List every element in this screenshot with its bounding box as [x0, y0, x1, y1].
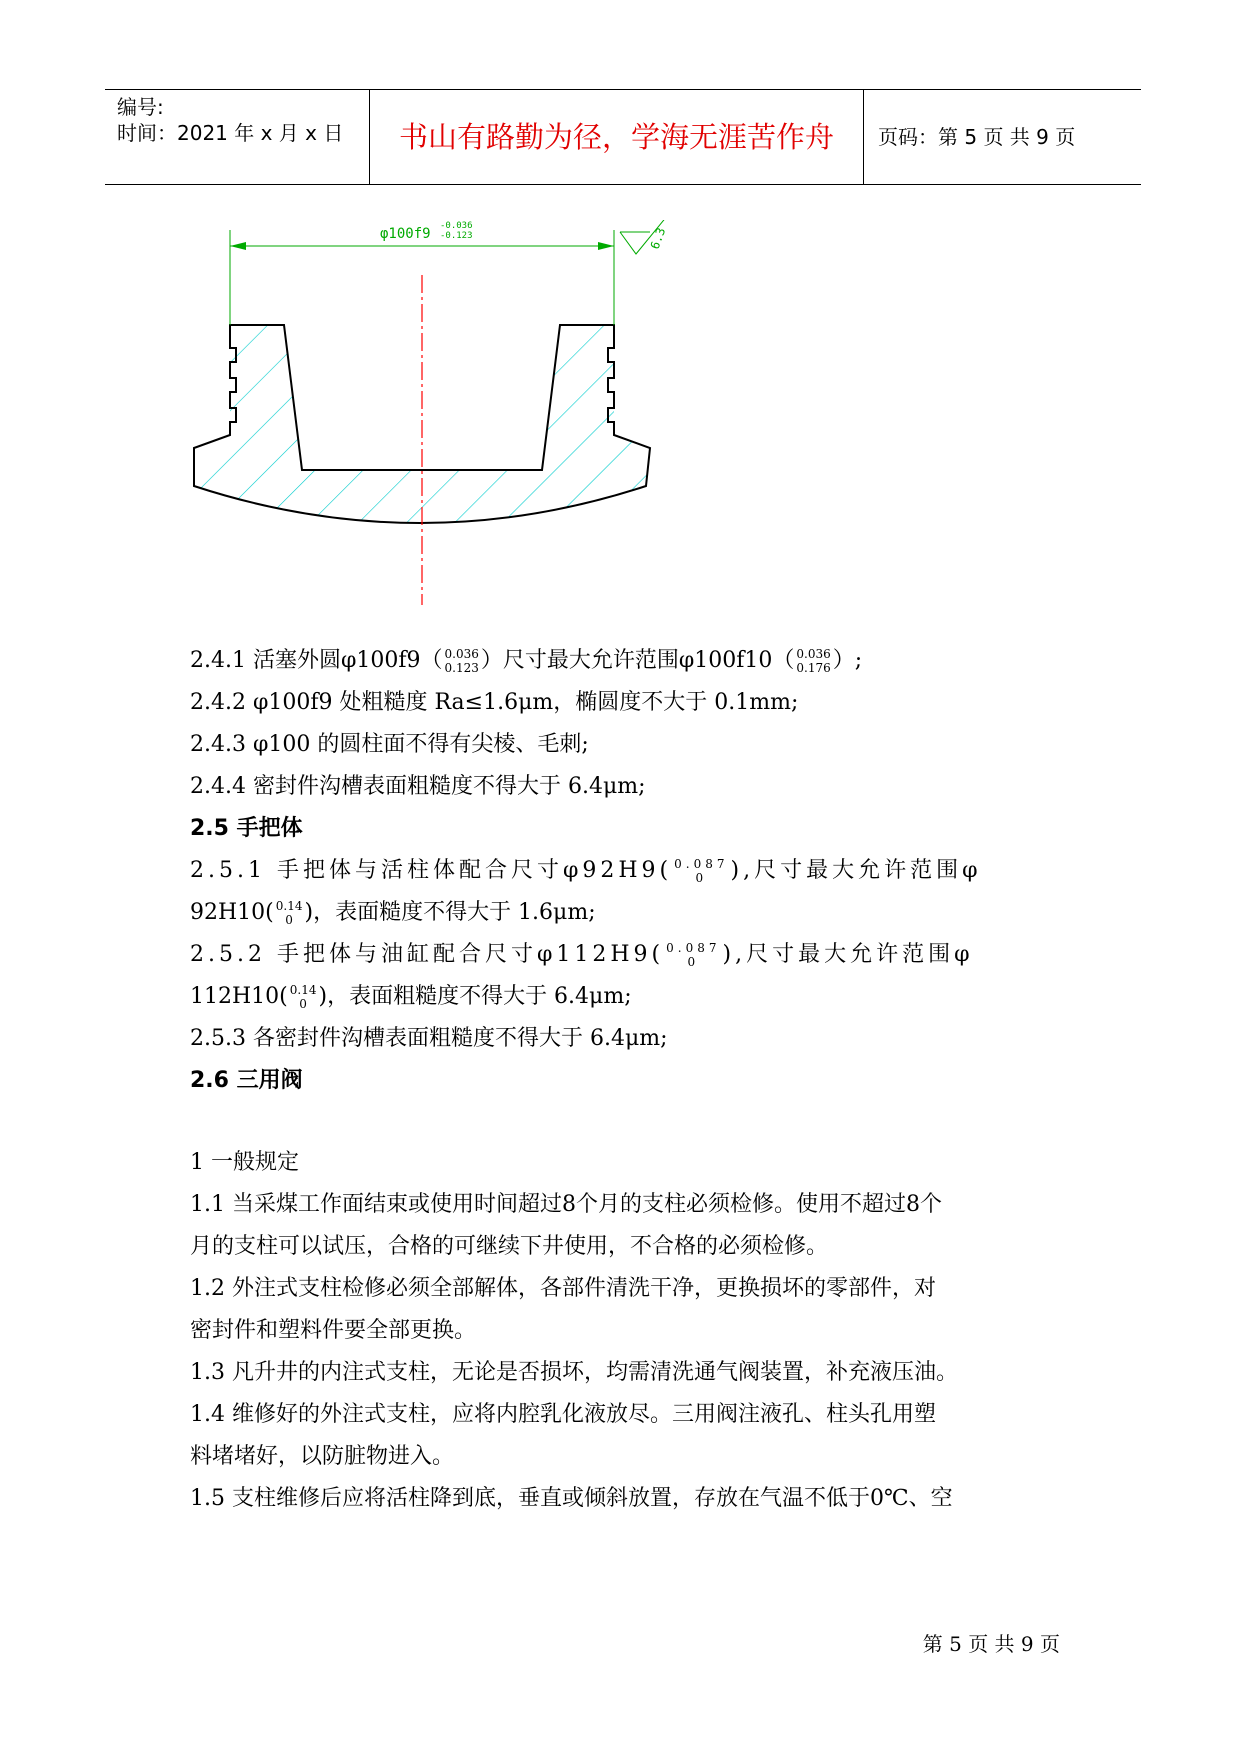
general-1-1-cont: 月的支柱可以试压，合格的可继续下井使用，不合格的必须检修。	[190, 1234, 829, 1259]
item-2-4-3: 2.4.3 φ100 的圆柱面不得有尖棱、毛刺;	[190, 732, 589, 757]
item-2-5-3: 2.5.3 各密封件沟槽表面粗糙度不得大于 6.4μm;	[190, 1026, 668, 1051]
general-1-4: 1.4 维修好的外注式支柱，应将内腔乳化液放尽。三用阀注液孔、柱头孔用塑	[190, 1402, 936, 1427]
page-header	[105, 89, 1141, 185]
general-1-5: 1.5 支柱维修后应将活柱降到底，垂直或倾斜放置，存放在气温不低于0℃、空	[190, 1486, 953, 1511]
roughness-value: 6.3	[647, 225, 669, 252]
number-label: 编号:	[117, 95, 164, 119]
header-page-cell	[864, 90, 1141, 184]
heading-2-5: 2.5 手把体	[190, 816, 303, 841]
general-1-2-cont: 密封件和塑料件要全部更换。	[190, 1318, 477, 1343]
general-1: 1 一般规定	[190, 1150, 299, 1175]
general-1-4-cont: 料堵堵好，以防脏物进入。	[190, 1444, 455, 1469]
item-2-4-4: 2.4.4 密封件沟槽表面粗糙度不得大于 6.4μm;	[190, 774, 646, 799]
page-label: 页码：第 5 页 共 9 页	[878, 125, 1076, 149]
header-motto-cell	[370, 90, 864, 184]
document-body	[190, 640, 1060, 1520]
item-2-5-1-cont: 92H10( 0.14 0 )，表面糙度不得大于 1.6μm;	[190, 899, 596, 927]
page-footer: 第 5 页 共 9 页	[922, 1632, 1060, 1656]
time-label: 时间：2021 年 x 月 x 日	[117, 121, 344, 145]
item-2-4-1: 2.4.1 活塞外圆φ100f9（ 0.036 0.123 ）尺寸最大允许范围φ100f10（ 0.036 0.176 ）;	[190, 647, 863, 675]
heading-2-6: 2.6 三用阀	[190, 1068, 303, 1093]
general-1-1: 1.1 当采煤工作面结束或使用时间超过8个月的支柱必须检修。使用不超过8个	[190, 1192, 942, 1217]
item-2-5-2: 2.5.2 手把体与油缸配合尺寸φ112H9( 0.087 0 ),尺寸最大允许范围φ	[190, 941, 974, 969]
item-2-5-1: 2.5.1 手把体与活柱体配合尺寸φ92H9( 0.087 0 ),尺寸最大允许范围φ	[190, 857, 982, 885]
item-2-5-2-cont: 112H10( 0.14 0 )，表面粗糙度不得大于 6.4μm;	[190, 983, 632, 1011]
tol-upper: -0.036	[440, 221, 473, 231]
dimension-label: φ100f9	[380, 226, 431, 242]
tol-lower: -0.123	[440, 231, 473, 241]
header-left-cell	[105, 90, 370, 184]
piston-drawing	[180, 220, 760, 620]
general-1-3: 1.3 凡升井的内注式支柱，无论是否损坏，均需清洗通气阀装置，补充液压油。	[190, 1360, 958, 1385]
motto: 书山有路勤为径，学海无涯苦作舟	[398, 120, 834, 154]
item-2-4-2: 2.4.2 φ100f9 处粗糙度 Ra≤1.6μm，椭圆度不大于 0.1mm;	[190, 690, 799, 715]
general-1-2: 1.2 外注式支柱检修必须全部解体，各部件清洗干净，更换损坏的零部件，对	[190, 1276, 936, 1301]
